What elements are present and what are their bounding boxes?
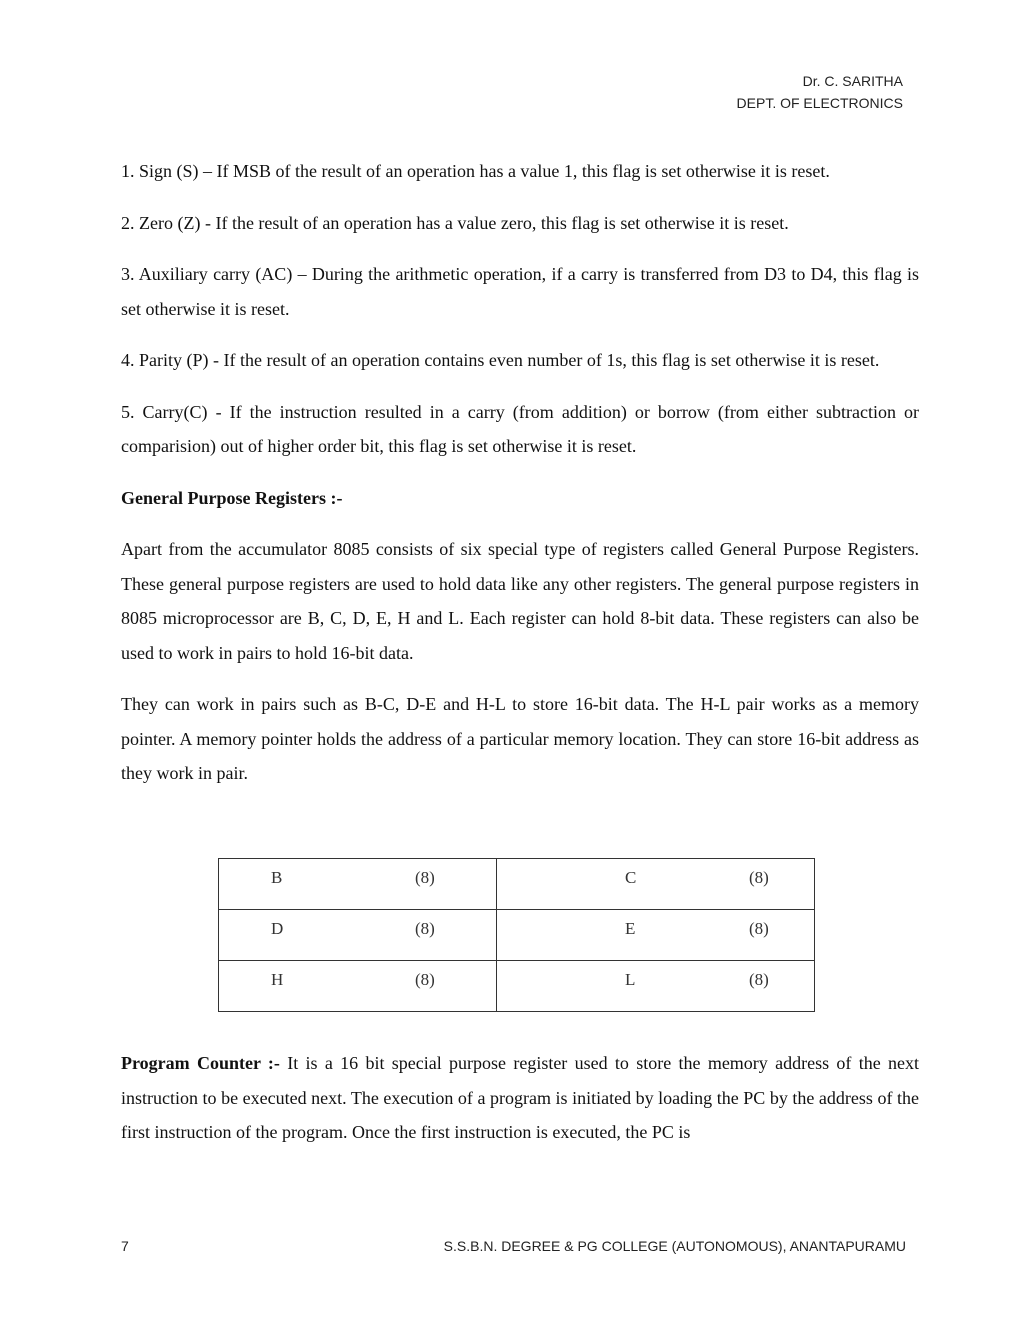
register-pair-table <box>218 858 815 1012</box>
register-name: L <box>625 970 636 989</box>
flag-parity: 4. Parity (P) - If the result of an operation contains even number of 1s, this flag is set otherwise it is reset. <box>121 350 880 370</box>
register-bits: (8) <box>749 868 769 887</box>
flag-zero: 2. Zero (Z) - If the result of an operation has a value zero, this flag is set otherwise it is reset. <box>121 212 789 233</box>
program-counter-text: It is a 16 bit special purpose register used to store the memory address of the next instruction to be executed next. The execution of a program is initiated by loading the PC by the address of the first instruction of the program. Once the first instruction is executed, the PC is <box>121 1053 919 1142</box>
register-name: E <box>625 919 636 938</box>
gpr-paragraph-1: Apart from the accumulator 8085 consists of six special type of registers called General Purpose Registers. These general purpose registers are used to hold data like any other registers. The general purpose registers in 8085 microprocessor are B, C, D, E, H and L. Each register can hold 8-bit data. These registers can also be used to work in pairs to hold 16-bit data. <box>121 539 919 663</box>
author-name: Dr. C. SARITHA <box>802 73 903 89</box>
page-header <box>737 70 903 114</box>
gpr-paragraph-2: They can work in pairs such as B-C, D-E and H-L to store 16-bit data. The H-L pair works as a memory pointer. A memory pointer holds the address of a particular memory location. They can store 16-bit address as they work in pair. <box>121 694 919 783</box>
flag-auxiliary-carry: 3. Auxiliary carry (AC) – During the arithmetic operation, if a carry is transferred from D3 to D4, this flag is set otherwise it is reset. <box>121 264 919 319</box>
register-bits: (8) <box>749 970 769 989</box>
page-number: 7 <box>121 1238 129 1254</box>
flag-sign: 1. Sign (S) – If MSB of the result of an operation has a value 1, this flag is set otherwise it is reset. <box>121 161 830 181</box>
register-bits: (8) <box>415 970 435 989</box>
register-name: B <box>271 868 283 887</box>
program-counter-label: Program Counter :- <box>121 1053 280 1073</box>
register-bits: (8) <box>415 868 435 887</box>
table-row <box>219 859 815 910</box>
flag-carry: 5. Carry(C) - If the instruction resulted in a carry (from addition) or borrow (from either subtraction or comparision) out of higher order bit, this flag is set otherwise it is reset. <box>121 401 919 456</box>
page-body <box>121 154 919 808</box>
register-cell-h <box>219 961 497 1012</box>
gpr-heading: General Purpose Registers :- <box>121 487 343 508</box>
table-row <box>219 961 815 1012</box>
register-cell-l <box>497 961 815 1012</box>
department-name: DEPT. OF ELECTRONICS <box>736 95 903 111</box>
table-row <box>219 910 815 961</box>
register-name: H <box>271 970 284 989</box>
register-cell-c <box>497 859 815 910</box>
register-bits: (8) <box>749 919 769 938</box>
register-bits: (8) <box>415 919 435 938</box>
program-counter-section <box>121 1046 919 1167</box>
college-name: S.S.B.N. DEGREE & PG COLLEGE (AUTONOMOUS), ANANTAPURAMU <box>443 1238 906 1254</box>
program-counter-paragraph <box>121 1046 919 1150</box>
register-name: C <box>625 868 637 887</box>
register-cell-e <box>497 910 815 961</box>
register-name: D <box>271 919 284 938</box>
register-cell-d <box>219 910 497 961</box>
register-cell-b <box>219 859 497 910</box>
